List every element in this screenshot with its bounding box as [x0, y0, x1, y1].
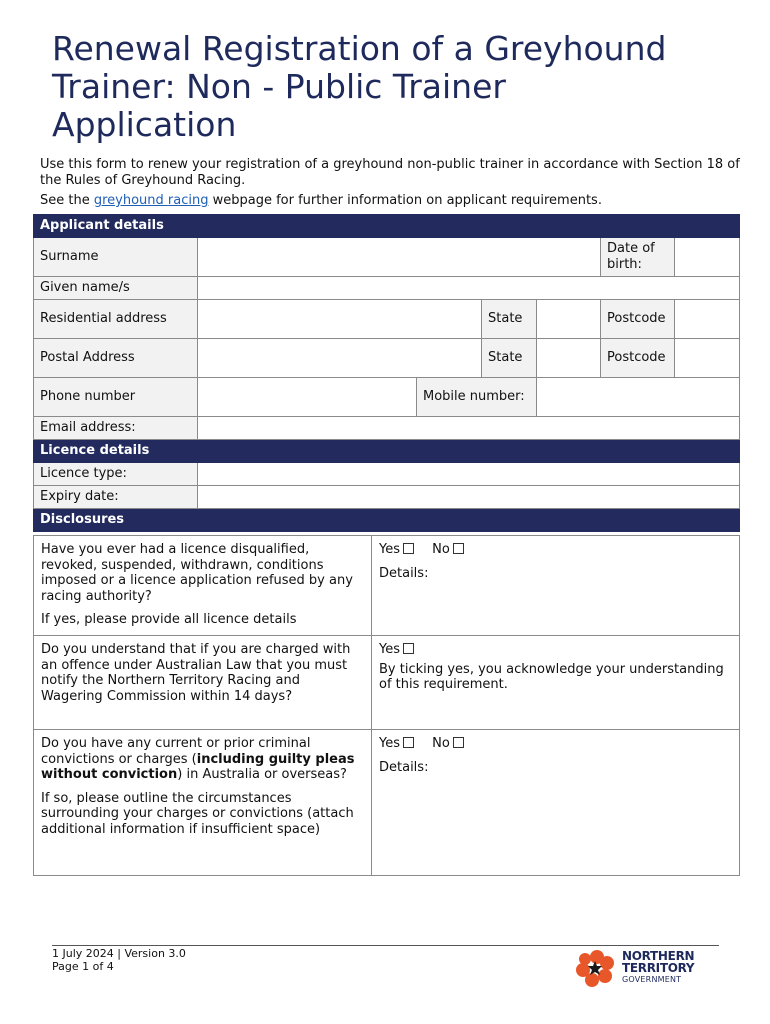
q1-yes-label: Yes [379, 542, 400, 557]
disclosure-q2-answer [372, 636, 740, 730]
residential-postcode-label: Postcode [601, 300, 675, 339]
postal-postcode-field[interactable] [675, 339, 740, 378]
logo-line-northern: NORTHERN [622, 949, 695, 963]
residential-state-field[interactable] [537, 300, 601, 339]
mobile-number-field[interactable] [537, 378, 740, 417]
phone-number-label: Phone number [34, 378, 198, 417]
given-names-label: Given name/s [34, 277, 198, 300]
surname-label: Surname [34, 238, 198, 277]
q1-no-label: No [432, 542, 450, 557]
disclosure-q3-text [41, 736, 364, 783]
expiry-date-label: Expiry date: [34, 486, 198, 509]
disclosure-q2-text: Do you understand that if you are charged with an offence under Australian Law that you must notify the Northern Territory Racing and Wagering Commission within 14 days? [41, 642, 351, 704]
page-title: Renewal Registration of a Greyhound Trainer: Non - Public Trainer Application [52, 29, 667, 144]
phone-number-field[interactable] [198, 378, 417, 417]
q1-no-checkbox[interactable] [453, 543, 464, 554]
surname-field[interactable] [198, 238, 601, 277]
residential-state-label: State [482, 300, 537, 339]
expiry-date-field[interactable] [198, 486, 740, 509]
q3-no-label: No [432, 736, 450, 751]
logo-line-territory: TERRITORY [622, 961, 695, 975]
footer [52, 947, 186, 973]
logo-line-government: GOVERNMENT [622, 975, 682, 984]
mobile-number-label: Mobile number: [417, 378, 537, 417]
intro-text-after: webpage for further information on applicant requirements. [208, 193, 602, 208]
greyhound-racing-link[interactable]: greyhound racing [93, 193, 209, 208]
q1-details-label: Details: [379, 565, 429, 581]
q3-text-before: Do you have any current or prior criminal convictions or charges ( [41, 736, 311, 767]
postal-postcode-label: Postcode [601, 339, 675, 378]
q2-yes-option[interactable] [379, 642, 414, 658]
disclosure-q3-answer [372, 730, 740, 876]
disclosure-q3-row [34, 730, 740, 876]
q2-acknowledgement: By ticking yes, you acknowledge your understanding of this requirement. [379, 661, 724, 692]
q2-yes-label: Yes [379, 642, 400, 657]
disclosure-q3-question [34, 730, 372, 876]
disclosure-q1-answer [372, 536, 740, 636]
disclosures-heading: Disclosures [34, 509, 740, 532]
q2-yes-checkbox[interactable] [403, 643, 414, 654]
q1-yes-checkbox[interactable] [403, 543, 414, 554]
licence-type-label: Licence type: [34, 463, 198, 486]
intro-text-before: See the [40, 193, 94, 208]
postal-address-field[interactable] [198, 339, 482, 378]
q3-no-option[interactable] [432, 736, 464, 752]
q3-details-label: Details: [379, 759, 429, 775]
disclosure-q2-row [34, 636, 740, 730]
disclosure-q1-text: Have you ever had a licence disqualified, revoked, suspended, withdrawn, conditions imposed or a licence application refused by any racing authority? [41, 542, 353, 604]
q3-text-after: ) in Australia or overseas? [177, 767, 347, 782]
residential-address-field[interactable] [198, 300, 482, 339]
q3-text-bold: including guilty pleas without conviction [41, 751, 355, 782]
licence-type-field[interactable] [198, 463, 740, 486]
footer-version: 1 July 2024 | Version 3.0 [52, 947, 186, 960]
section-header-disclosures [34, 509, 740, 532]
section-header-applicant [34, 215, 740, 238]
dob-field[interactable] [675, 238, 740, 277]
applicant-details-heading: Applicant details [34, 215, 740, 238]
intro-text: Use this form to renew your registration of a greyhound non-public trainer in accordance with Section 18 of the Rules of Greyhound Racing. [40, 157, 740, 188]
residential-address-label: Residential address [34, 300, 198, 339]
q1-yes-option[interactable] [379, 542, 414, 558]
licence-details-heading: Licence details [34, 440, 740, 463]
disclosures-table [33, 535, 740, 876]
disclosure-q1-row [34, 536, 740, 636]
logo-wordmark [622, 950, 694, 986]
dob-label: Date of birth: [601, 238, 675, 277]
section-header-licence [34, 440, 740, 463]
given-names-field[interactable] [198, 277, 740, 300]
disclosure-q1-question [34, 536, 372, 636]
disclosure-q1-note: If yes, please provide all licence details [41, 612, 297, 627]
postal-address-label: Postal Address [34, 339, 198, 378]
intro-link-text [40, 193, 740, 209]
q3-no-checkbox[interactable] [453, 737, 464, 748]
disclosure-q2-question [34, 636, 372, 730]
postal-state-field[interactable] [537, 339, 601, 378]
residential-postcode-field[interactable] [675, 300, 740, 339]
postal-state-label: State [482, 339, 537, 378]
disclosure-q3-note: If so, please outline the circumstances surrounding your charges or convictions (attach additional information if insufficient space) [41, 790, 354, 837]
q1-no-option[interactable] [432, 542, 464, 558]
email-field[interactable] [198, 417, 740, 440]
applicant-form-table [33, 214, 740, 532]
q3-yes-label: Yes [379, 736, 400, 751]
email-label: Email address: [34, 417, 198, 440]
q3-yes-checkbox[interactable] [403, 737, 414, 748]
footer-page-number: Page 1 of 4 [52, 960, 114, 973]
q3-yes-option[interactable] [379, 736, 414, 752]
